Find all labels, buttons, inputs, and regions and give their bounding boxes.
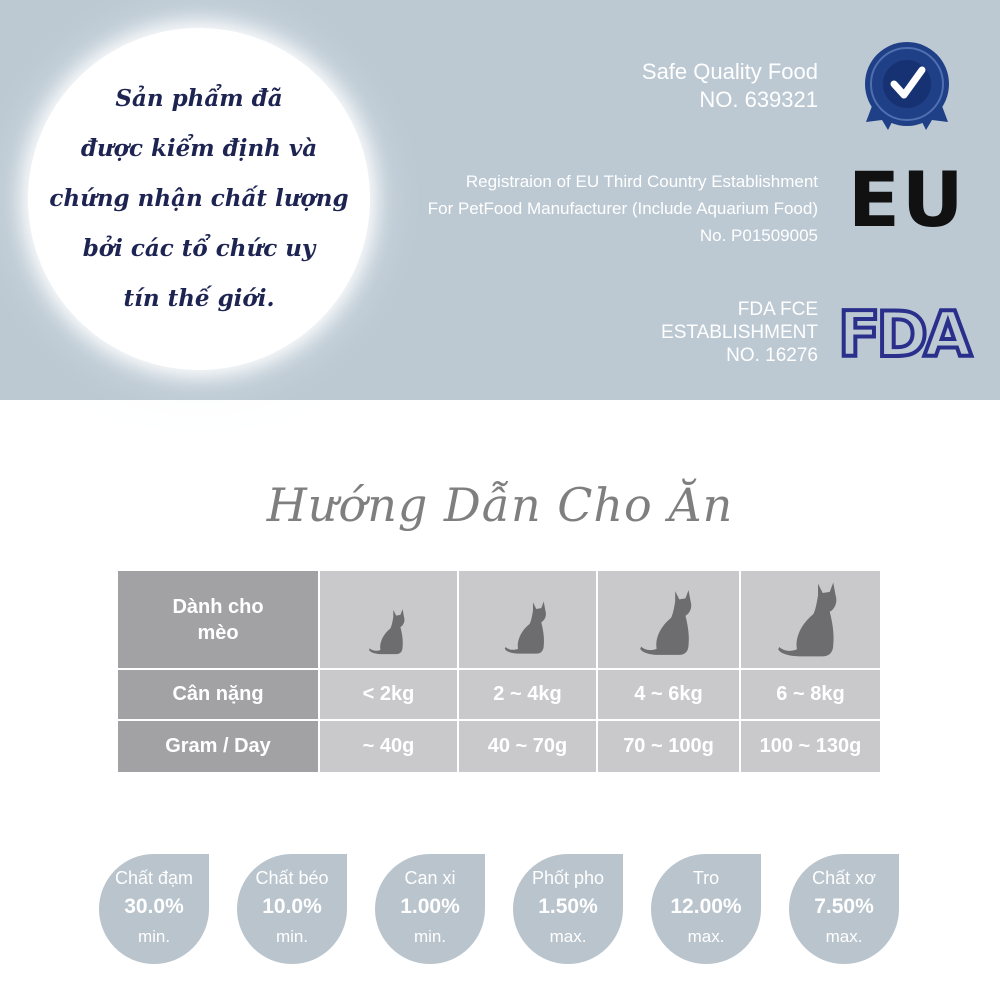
statement-line: chứng nhận chất lượng: [49, 185, 349, 212]
sqf-title: Safe Quality Food: [641, 59, 818, 84]
nutrient-value: 7.50%: [814, 895, 874, 918]
nutrient-unit: max.: [549, 927, 587, 946]
nutrient-unit: min.: [413, 927, 447, 946]
eu-logo: EU: [848, 155, 966, 244]
weight-cell: 4 ~ 6kg: [598, 670, 739, 719]
nutrient-name: Can xi: [404, 868, 456, 888]
nutrient-value: 12.00%: [670, 895, 742, 918]
nutrient-value: 1.50%: [538, 895, 598, 918]
certification-banner: [0, 0, 1000, 400]
weight-cell: < 2kg: [320, 670, 457, 719]
fda-establishment-text: [661, 298, 818, 367]
nutrient-unit: min.: [137, 927, 171, 946]
statement-line: được kiểm định và: [80, 135, 318, 162]
weight-label: Cân nặng: [172, 683, 264, 705]
nutrition-badge: [789, 854, 899, 964]
cat-header-label: Dành cho mèo: [172, 595, 264, 644]
header-cell: [118, 571, 318, 668]
nutrition-badge: [513, 854, 623, 964]
cat-cell: [741, 571, 880, 668]
gram-cell: 100 ~ 130g: [741, 721, 880, 772]
gram-cell: 70 ~ 100g: [598, 721, 739, 772]
nutrient-value: 30.0%: [124, 895, 184, 918]
sqf-number: NO. 639321: [699, 87, 818, 112]
nutrient-value: 10.0%: [262, 895, 322, 918]
cat-small-icon: [367, 607, 411, 657]
weight-cell: 2 ~ 4kg: [459, 670, 596, 719]
nutrient-name: Chất xơ: [812, 868, 876, 888]
nutrient-unit: min.: [275, 927, 309, 946]
nutrient-name: Chất béo: [255, 868, 329, 888]
nutrient-value: 1.00%: [400, 895, 460, 918]
eu-registration-text: [428, 168, 818, 249]
fda-number: NO. 16276: [726, 345, 818, 366]
nutrient-unit: max.: [687, 927, 725, 946]
cat-medium-icon: [502, 599, 554, 657]
eu-registration-line: Registraion of EU Third Country Establishment: [465, 172, 818, 191]
weight-label-cell: [118, 670, 318, 719]
feeding-guide-table: [118, 571, 880, 772]
eu-registration-number: No. P01509005: [699, 226, 818, 245]
nutrition-badge: [99, 854, 209, 964]
nutrient-unit: max.: [825, 927, 863, 946]
fda-logo-icon: [836, 302, 976, 364]
cat-cell: [459, 571, 596, 668]
sqf-certification-text: [642, 58, 818, 114]
nutrient-name: Chất đạm: [114, 868, 194, 888]
cat-cell: [598, 571, 739, 668]
nutrient-name: Phốt pho: [531, 868, 605, 888]
weight-cell: 6 ~ 8kg: [741, 670, 880, 719]
gram-cell: 40 ~ 70g: [459, 721, 596, 772]
fda-logo-text: FDA: [838, 302, 968, 364]
nutrition-badge: [375, 854, 485, 964]
gram-label-cell: [118, 721, 318, 772]
statement-line: tín thế giới.: [123, 285, 275, 312]
eu-registration-line: For PetFood Manufacturer (Include Aquarium Food): [427, 199, 818, 218]
gram-cell: ~ 40g: [320, 721, 457, 772]
sqf-certified-badge-icon: [862, 38, 952, 138]
quality-statement-circle: [28, 28, 370, 370]
statement-line: Sản phẩm đã: [115, 85, 283, 112]
gram-label: Gram / Day: [165, 735, 271, 757]
fda-line: FDA FCE: [737, 299, 818, 320]
nutrition-badge: [237, 854, 347, 964]
cat-large-icon: [637, 587, 701, 659]
fda-line: ESTABLISHMENT: [661, 322, 818, 343]
nutrient-name: Tro: [692, 868, 720, 888]
cat-xlarge-icon: [773, 579, 849, 661]
nutrition-badge: [651, 854, 761, 964]
feeding-guide-title: Hướng Dẫn Cho Ăn: [266, 478, 734, 532]
cat-cell: [320, 571, 457, 668]
statement-line: bởi các tổ chức uy: [82, 235, 316, 262]
